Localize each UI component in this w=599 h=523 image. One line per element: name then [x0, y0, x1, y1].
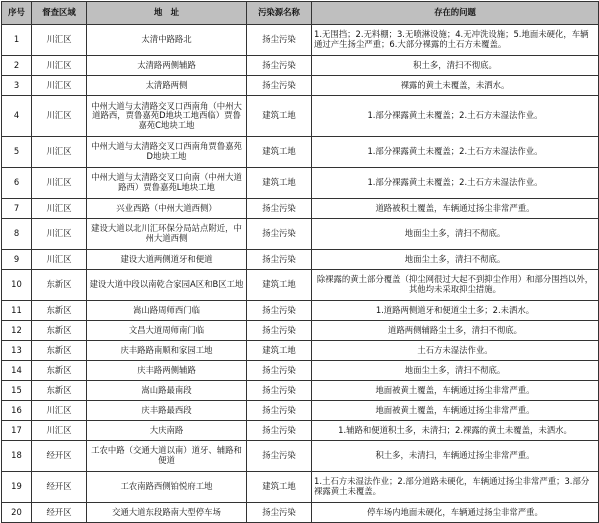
row-address: 建设大道两侧道牙和便道 — [87, 250, 247, 270]
row-address: 文昌大道周师南门临 — [87, 321, 247, 341]
row-issue: 1.无围挡；2.无料棚；3.无喷淋设施；4.无冲洗设施；5.地面未硬化，车辆通过产生扬尘严重；6.大部分裸露的土石方未覆盖。 — [312, 25, 599, 56]
header-no: 序号 — [2, 2, 32, 25]
row-pollution-type: 建筑工地 — [247, 270, 312, 301]
row-address: 工农南路西侧铂悦府工地 — [87, 472, 247, 503]
row-pollution-type: 扬尘污染 — [247, 250, 312, 270]
row-no: 2 — [2, 56, 32, 76]
row-issue: 1.部分裸露黄土未覆盖；2.土石方未湿法作业。 — [312, 168, 599, 199]
table-row — [2, 441, 599, 472]
row-issue: 1.道路两侧道牙和便道尘土多；2.未洒水。 — [312, 301, 599, 321]
row-area: 川汇区 — [32, 250, 87, 270]
row-pollution-type: 建筑工地 — [247, 96, 312, 137]
row-pollution-type: 扬尘污染 — [247, 361, 312, 381]
row-area: 东新区 — [32, 301, 87, 321]
table-row — [2, 421, 599, 441]
table-row — [2, 341, 599, 361]
row-no: 13 — [2, 341, 32, 361]
row-area: 川汇区 — [32, 199, 87, 219]
table-row — [2, 199, 599, 219]
table-row — [2, 76, 599, 96]
header-issue: 存在的问题 — [312, 2, 599, 25]
inspection-table — [1, 1, 599, 523]
row-issue: 积土多，清扫不彻底。 — [312, 56, 599, 76]
row-issue: 裸露的黄土未覆盖，未洒水。 — [312, 76, 599, 96]
row-pollution-type: 建筑工地 — [247, 472, 312, 503]
row-address: 庆丰路路南顺和家园工地 — [87, 341, 247, 361]
row-no: 11 — [2, 301, 32, 321]
row-no: 18 — [2, 441, 32, 472]
row-issue: 1.辅路和便道积土多，未清扫；2.裸露的黄土未覆盖，未洒水。 — [312, 421, 599, 441]
row-no: 16 — [2, 401, 32, 421]
table-row — [2, 381, 599, 401]
row-no: 7 — [2, 199, 32, 219]
row-issue: 地面尘土多，清扫不彻底。 — [312, 219, 599, 250]
table-row — [2, 56, 599, 76]
row-pollution-type: 扬尘污染 — [247, 503, 312, 523]
row-area: 东新区 — [32, 270, 87, 301]
row-no: 3 — [2, 76, 32, 96]
row-area: 川汇区 — [32, 421, 87, 441]
table-row — [2, 301, 599, 321]
row-no: 5 — [2, 137, 32, 168]
row-no: 17 — [2, 421, 32, 441]
row-address: 中州大道与太清路交叉口向南（中州大道路西）贾鲁嘉苑L地块工地 — [87, 168, 247, 199]
header-address: 地 址 — [87, 2, 247, 25]
row-pollution-type: 建筑工地 — [247, 341, 312, 361]
row-pollution-type: 扬尘污染 — [247, 321, 312, 341]
row-pollution-type: 扬尘污染 — [247, 219, 312, 250]
row-area: 经开区 — [32, 441, 87, 472]
row-issue: 1.土石方未湿法作业；2.部分道路未硬化，车辆通过扬尘非常严重；3.部分裸露黄土未覆盖。 — [312, 472, 599, 503]
row-no: 20 — [2, 503, 32, 523]
row-pollution-type: 扬尘污染 — [247, 25, 312, 56]
row-issue: 道路被积土覆盖，车辆通过扬尘非常严重。 — [312, 199, 599, 219]
row-pollution-type: 建筑工地 — [247, 168, 312, 199]
row-no: 19 — [2, 472, 32, 503]
row-no: 1 — [2, 25, 32, 56]
row-area: 川汇区 — [32, 219, 87, 250]
row-issue: 道路两侧辅路尘土多，清扫不彻底。 — [312, 321, 599, 341]
row-pollution-type: 扬尘污染 — [247, 441, 312, 472]
row-no: 15 — [2, 381, 32, 401]
row-no: 6 — [2, 168, 32, 199]
row-pollution-type: 扬尘污染 — [247, 401, 312, 421]
row-pollution-type: 扬尘污染 — [247, 56, 312, 76]
row-no: 10 — [2, 270, 32, 301]
row-area: 东新区 — [32, 381, 87, 401]
table-row — [2, 472, 599, 503]
row-issue: 1.部分裸露黄土未覆盖；2.土石方未湿法作业。 — [312, 137, 599, 168]
row-pollution-type: 建筑工地 — [247, 137, 312, 168]
row-issue: 停车场内地面未硬化，车辆通过扬尘非常严重。 — [312, 503, 599, 523]
table-row — [2, 361, 599, 381]
row-area: 东新区 — [32, 361, 87, 381]
row-issue: 积土多，未清扫，车辆通过扬尘非常严重。 — [312, 441, 599, 472]
row-no: 4 — [2, 96, 32, 137]
header-area: 督查区域 — [32, 2, 87, 25]
row-area: 川汇区 — [32, 137, 87, 168]
row-issue: 地面尘土多，清扫不彻底。 — [312, 361, 599, 381]
row-area: 东新区 — [32, 341, 87, 361]
row-pollution-type: 扬尘污染 — [247, 381, 312, 401]
row-area: 川汇区 — [32, 168, 87, 199]
row-pollution-type: 扬尘污染 — [247, 199, 312, 219]
row-issue: 地面被黄土覆盖，车辆通过扬尘非常严重。 — [312, 381, 599, 401]
table-row — [2, 25, 599, 56]
row-issue: 地面被黄土覆盖，车辆通过扬尘非常严重。 — [312, 401, 599, 421]
table-row — [2, 503, 599, 523]
row-pollution-type: 扬尘污染 — [247, 76, 312, 96]
row-address: 嵩山路周师西门临 — [87, 301, 247, 321]
row-issue: 1.部分裸露黄土未覆盖；2.土石方未湿法作业。 — [312, 96, 599, 137]
row-issue: 土石方未湿法作业。 — [312, 341, 599, 361]
row-address: 工农中路（交通大道以南）道牙、辅路和便道 — [87, 441, 247, 472]
row-address: 庆丰路最西段 — [87, 401, 247, 421]
row-address: 太清路两侧 — [87, 76, 247, 96]
row-area: 川汇区 — [32, 56, 87, 76]
table-row — [2, 270, 599, 301]
row-address: 中州大道与太清路交叉口西南角（中州大道路西，贾鲁嘉苑D地块工地西临）贾鲁嘉苑C地块工地 — [87, 96, 247, 137]
row-area: 东新区 — [32, 321, 87, 341]
row-address: 庆丰路两侧辅路 — [87, 361, 247, 381]
row-address: 兴业西路（中州大道西侧） — [87, 199, 247, 219]
row-area: 川汇区 — [32, 401, 87, 421]
table-row — [2, 321, 599, 341]
row-no: 9 — [2, 250, 32, 270]
row-no: 14 — [2, 361, 32, 381]
row-area: 川汇区 — [32, 76, 87, 96]
row-address: 嵩山路最南段 — [87, 381, 247, 401]
table-row — [2, 401, 599, 421]
table-row — [2, 250, 599, 270]
row-address: 大庆南路 — [87, 421, 247, 441]
row-pollution-type: 扬尘污染 — [247, 421, 312, 441]
header-pollution-type: 污染源名称 — [247, 2, 312, 25]
row-address: 交通大道东段路南大型停车场 — [87, 503, 247, 523]
row-area: 川汇区 — [32, 25, 87, 56]
header-row — [2, 2, 599, 25]
row-no: 8 — [2, 219, 32, 250]
row-address: 建设大道以北川汇环保分局站点附近，中州大道西侧 — [87, 219, 247, 250]
table-row — [2, 168, 599, 199]
row-no: 12 — [2, 321, 32, 341]
row-address: 建设大道中段以南乾合家园A区和B区工地 — [87, 270, 247, 301]
row-pollution-type: 扬尘污染 — [247, 301, 312, 321]
row-address: 中州大道与太清路交叉口西南角贾鲁嘉苑D地块工地 — [87, 137, 247, 168]
table-row — [2, 96, 599, 137]
table-row — [2, 219, 599, 250]
row-issue: 地面尘土多，清扫不彻底。 — [312, 250, 599, 270]
row-address: 太清路两侧辅路 — [87, 56, 247, 76]
row-area: 川汇区 — [32, 96, 87, 137]
row-area: 经开区 — [32, 472, 87, 503]
table-row — [2, 137, 599, 168]
row-address: 太清中路路北 — [87, 25, 247, 56]
row-issue: 除裸露的黄土部分覆盖（抑尘网很过大起不到抑尘作用）和部分围挡以外，其他均未采取抑尘措施。 — [312, 270, 599, 301]
row-area: 经开区 — [32, 503, 87, 523]
